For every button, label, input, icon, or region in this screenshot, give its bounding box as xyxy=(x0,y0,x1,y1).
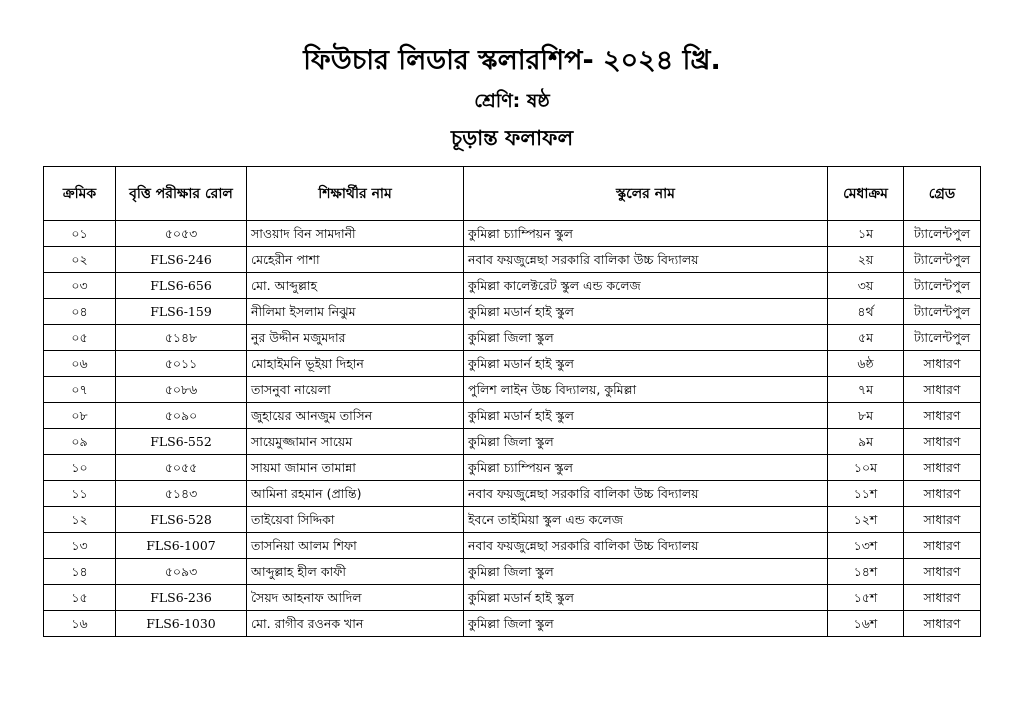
class-label: শ্রেণি: ষষ্ঠ xyxy=(474,90,550,112)
col-serial-header: ক্রমিক xyxy=(44,167,116,221)
cell-merit: ৯ম xyxy=(828,429,904,455)
cell-school-name: কুমিল্লা মডার্ন হাই স্কুল xyxy=(464,585,828,611)
table-row xyxy=(44,611,981,637)
cell-roll: ৫০১১ xyxy=(116,351,247,377)
cell-roll: ৫০৫৩ xyxy=(116,221,247,247)
cell-grade: ট্যালেন্টপুল xyxy=(904,221,981,247)
col-name-header: শিক্ষার্থীর নাম xyxy=(247,167,464,221)
cell-merit: ৩য় xyxy=(828,273,904,299)
cell-merit: ১৫শ xyxy=(828,585,904,611)
cell-serial: ০৯ xyxy=(44,429,116,455)
cell-school-name: নবাব ফয়জুন্নেছা সরকারি বালিকা উচ্চ বিদ্যালয় xyxy=(464,481,828,507)
cell-roll: FLS6-552 xyxy=(116,429,247,455)
results-table xyxy=(43,166,981,637)
cell-serial: ০৭ xyxy=(44,377,116,403)
cell-roll: ৫১৪৩ xyxy=(116,481,247,507)
document-title: ফিউচার লিডার স্কলারশিপ- ২০২৪ খ্রি. xyxy=(303,45,721,76)
cell-school-name: ইবনে তাইমিয়া স্কুল এন্ড কলেজ xyxy=(464,507,828,533)
cell-school-name: কুমিল্লা জিলা স্কুল xyxy=(464,611,828,637)
cell-student-name: নীলিমা ইসলাম নিঝুম xyxy=(247,299,464,325)
cell-grade: সাধারণ xyxy=(904,429,981,455)
table-row xyxy=(44,533,981,559)
cell-student-name: মেহেরীন পাশা xyxy=(247,247,464,273)
col-roll-header: বৃত্তি পরীক্ষার রোল xyxy=(116,167,247,221)
cell-roll: FLS6-528 xyxy=(116,507,247,533)
cell-school-name: কুমিল্লা কালেক্টরেট স্কুল এন্ড কলেজ xyxy=(464,273,828,299)
cell-merit: ১১শ xyxy=(828,481,904,507)
cell-roll: FLS6-246 xyxy=(116,247,247,273)
cell-student-name: মো. আব্দুল্লাহ xyxy=(247,273,464,299)
col-merit-header: মেধাক্রম xyxy=(828,167,904,221)
cell-serial: ১৫ xyxy=(44,585,116,611)
header-row xyxy=(44,167,981,221)
cell-merit: ১ম xyxy=(828,221,904,247)
cell-merit: ২য় xyxy=(828,247,904,273)
cell-school-name: কুমিল্লা জিলা স্কুল xyxy=(464,429,828,455)
cell-roll: FLS6-1030 xyxy=(116,611,247,637)
cell-grade: ট্যালেন্টপুল xyxy=(904,273,981,299)
cell-student-name: জুহায়ের আনজুম তাসিন xyxy=(247,403,464,429)
cell-student-name: মোহাইমনি ভূইয়া দিহান xyxy=(247,351,464,377)
table-row xyxy=(44,507,981,533)
cell-serial: ১৬ xyxy=(44,611,116,637)
table-row xyxy=(44,325,981,351)
cell-merit: ৬ষ্ঠ xyxy=(828,351,904,377)
cell-grade: সাধারণ xyxy=(904,585,981,611)
cell-student-name: আব্দুল্লাহ হীল কাফী xyxy=(247,559,464,585)
cell-school-name: নবাব ফয়জুন্নেছা সরকারি বালিকা উচ্চ বিদ্যালয় xyxy=(464,533,828,559)
cell-serial: ০৩ xyxy=(44,273,116,299)
cell-grade: সাধারণ xyxy=(904,533,981,559)
cell-grade: ট্যালেন্টপুল xyxy=(904,299,981,325)
cell-student-name: সায়েমুজ্জামান সায়েম xyxy=(247,429,464,455)
cell-school-name: কুমিল্লা জিলা স্কুল xyxy=(464,559,828,585)
cell-roll: FLS6-1007 xyxy=(116,533,247,559)
table-row xyxy=(44,403,981,429)
cell-roll: ৫০৫৫ xyxy=(116,455,247,481)
cell-merit: ৭ম xyxy=(828,377,904,403)
cell-merit: ১৪শ xyxy=(828,559,904,585)
cell-school-name: কুমিল্লা জিলা স্কুল xyxy=(464,325,828,351)
cell-student-name: তাসনিয়া আলম শিফা xyxy=(247,533,464,559)
cell-serial: ০৬ xyxy=(44,351,116,377)
cell-merit: ১২শ xyxy=(828,507,904,533)
cell-serial: ০২ xyxy=(44,247,116,273)
cell-grade: সাধারণ xyxy=(904,377,981,403)
cell-school-name: কুমিল্লা মডার্ন হাই স্কুল xyxy=(464,403,828,429)
cell-grade: সাধারণ xyxy=(904,351,981,377)
cell-grade: ট্যালেন্টপুল xyxy=(904,247,981,273)
cell-serial: ১০ xyxy=(44,455,116,481)
cell-school-name: কুমিল্লা মডার্ন হাই স্কুল xyxy=(464,351,828,377)
table-row xyxy=(44,351,981,377)
cell-student-name: সাওয়াদ বিন সামদানী xyxy=(247,221,464,247)
cell-serial: ০৮ xyxy=(44,403,116,429)
cell-school-name: পুলিশ লাইন উচ্চ বিদ্যালয়, কুমিল্লা xyxy=(464,377,828,403)
table-row xyxy=(44,429,981,455)
result-heading: চূড়ান্ত ফলাফল xyxy=(450,126,574,150)
cell-serial: ১২ xyxy=(44,507,116,533)
cell-serial: ০১ xyxy=(44,221,116,247)
table-row xyxy=(44,377,981,403)
cell-serial: ১৩ xyxy=(44,533,116,559)
cell-school-name: নবাব ফয়জুন্নেছা সরকারি বালিকা উচ্চ বিদ্যালয় xyxy=(464,247,828,273)
cell-school-name: কুমিল্লা চ্যাম্পিয়ন স্কুল xyxy=(464,221,828,247)
cell-student-name: সৈয়দ আহনাফ আদিল xyxy=(247,585,464,611)
cell-roll: FLS6-236 xyxy=(116,585,247,611)
cell-roll: ৫১৪৮ xyxy=(116,325,247,351)
cell-grade: সাধারণ xyxy=(904,611,981,637)
cell-serial: ০৪ xyxy=(44,299,116,325)
cell-roll: ৫০৯৩ xyxy=(116,559,247,585)
cell-merit: ১৬শ xyxy=(828,611,904,637)
cell-serial: ০৫ xyxy=(44,325,116,351)
cell-merit: ৪র্থ xyxy=(828,299,904,325)
cell-school-name: কুমিল্লা চ্যাম্পিয়ন স্কুল xyxy=(464,455,828,481)
cell-roll: ৫০৮৬ xyxy=(116,377,247,403)
cell-student-name: আমিনা রহমান (প্রান্তি) xyxy=(247,481,464,507)
cell-school-name: কুমিল্লা মডার্ন হাই স্কুল xyxy=(464,299,828,325)
table-row xyxy=(44,299,981,325)
table-row xyxy=(44,481,981,507)
table-row xyxy=(44,221,981,247)
table-row xyxy=(44,585,981,611)
cell-grade: সাধারণ xyxy=(904,559,981,585)
cell-merit: ৮ম xyxy=(828,403,904,429)
col-school-header: স্কুলের নাম xyxy=(464,167,828,221)
table-row xyxy=(44,273,981,299)
cell-serial: ১৪ xyxy=(44,559,116,585)
cell-merit: ১০ম xyxy=(828,455,904,481)
cell-roll: FLS6-159 xyxy=(116,299,247,325)
cell-grade: সাধারণ xyxy=(904,403,981,429)
cell-student-name: তাইয়েবা সিদ্দিকা xyxy=(247,507,464,533)
results-body xyxy=(44,221,981,637)
cell-student-name: সায়মা জামান তামান্না xyxy=(247,455,464,481)
cell-grade: ট্যালেন্টপুল xyxy=(904,325,981,351)
col-grade-header: গ্রেড xyxy=(904,167,981,221)
cell-student-name: মো. রাগীব রওনক খান xyxy=(247,611,464,637)
cell-grade: সাধারণ xyxy=(904,507,981,533)
cell-merit: ১৩শ xyxy=(828,533,904,559)
cell-serial: ১১ xyxy=(44,481,116,507)
table-row xyxy=(44,247,981,273)
cell-student-name: নুর উদ্দীন মজুমদার xyxy=(247,325,464,351)
cell-merit: ৫ম xyxy=(828,325,904,351)
cell-grade: সাধারণ xyxy=(904,455,981,481)
cell-roll: FLS6-656 xyxy=(116,273,247,299)
cell-student-name: তাসনুবা নায়েলা xyxy=(247,377,464,403)
cell-grade: সাধারণ xyxy=(904,481,981,507)
table-row xyxy=(44,455,981,481)
cell-roll: ৫০৯০ xyxy=(116,403,247,429)
table-row xyxy=(44,559,981,585)
